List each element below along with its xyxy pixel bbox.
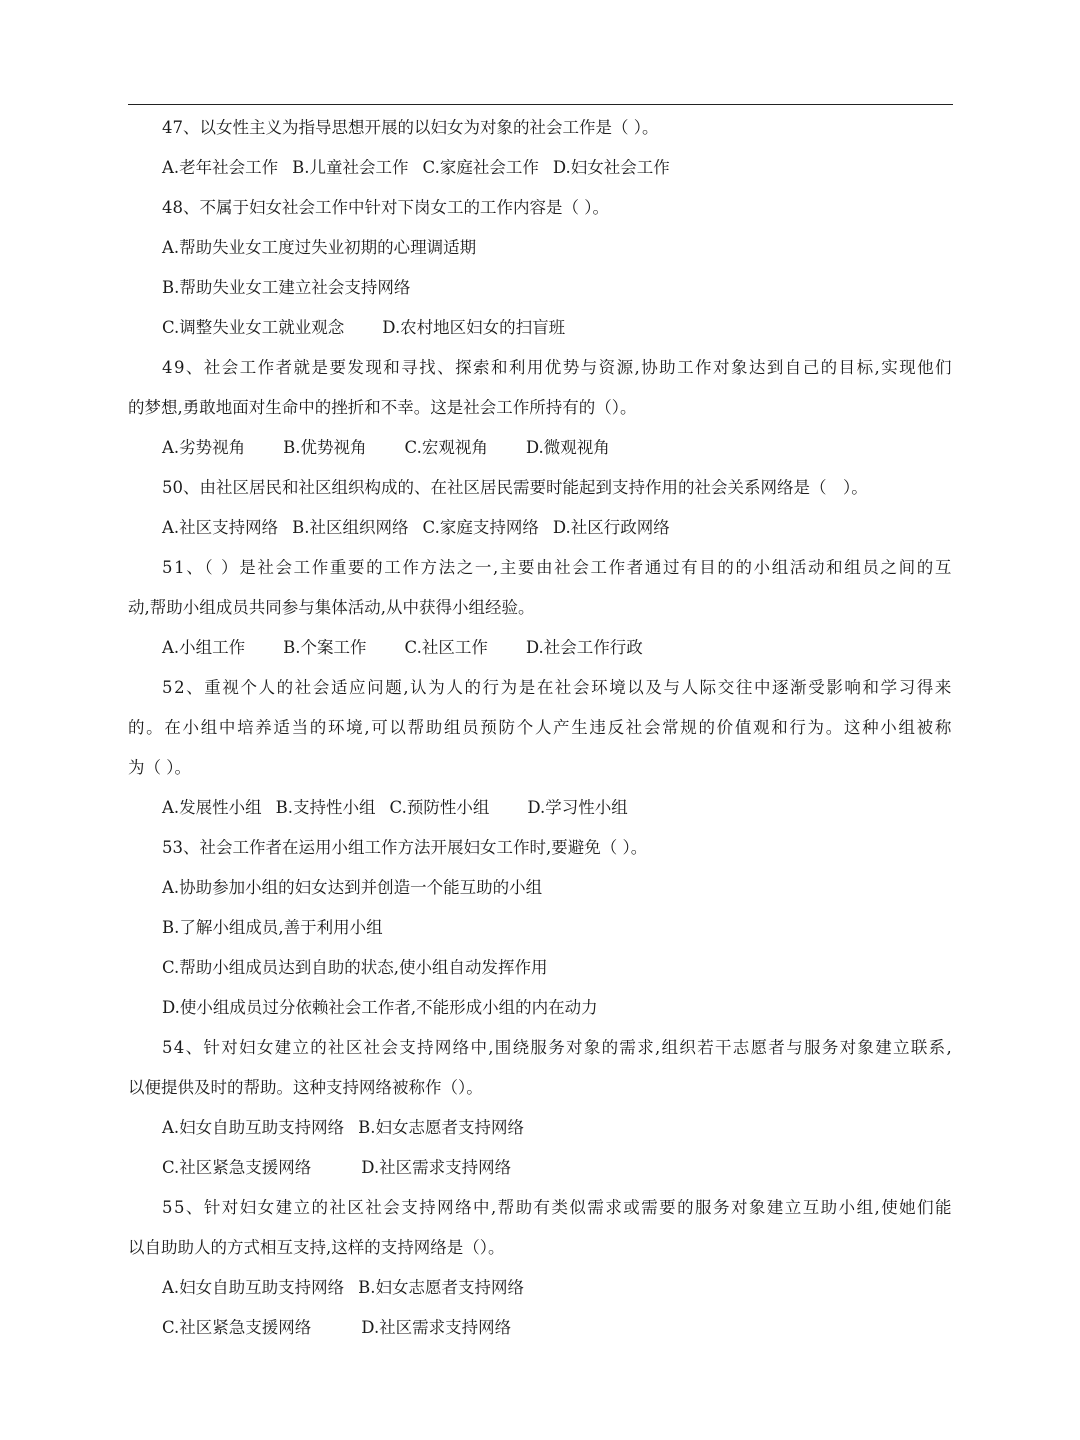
option-c: C.家庭社会工作 xyxy=(422,158,539,177)
option-row xyxy=(128,308,953,348)
option-c: C.预防性小组 xyxy=(389,798,490,817)
question-stem-continued: 为（ ）。 xyxy=(128,758,191,777)
option-c: C.调整失业女工就业观念 xyxy=(162,318,345,337)
option-d: D.妇女社会工作 xyxy=(552,158,670,177)
option-c: C.帮助小组成员达到自助的状态,使小组自动发挥作用 xyxy=(162,958,548,977)
option-row xyxy=(128,788,953,828)
option-b: B.妇女志愿者支持网络 xyxy=(358,1278,525,1297)
option-c: C.社区工作 xyxy=(404,638,488,657)
header-rule xyxy=(128,104,953,105)
question-stem: 54、针对妇女建立的社区社会支持网络中,围绕服务对象的需求,组织若干志愿者与服务对象建立联系, xyxy=(162,1038,953,1057)
option-d: D.使小组成员过分依赖社会工作者,不能形成小组的内在动力 xyxy=(162,998,598,1017)
option-b: B.了解小组成员,善于利用小组 xyxy=(162,918,383,937)
option-b: B.个案工作 xyxy=(283,638,367,657)
option-c: C.宏观视角 xyxy=(404,438,488,457)
option-row xyxy=(128,508,953,548)
question-stem-continued: 的。在小组中培养适当的环境,可以帮助组员预防个人产生违反社会常规的价值观和行为。这种小组被称 xyxy=(128,718,953,737)
option-d: D.社会工作行政 xyxy=(525,638,643,657)
option-a: A.老年社会工作 xyxy=(162,158,279,177)
option-b: B.妇女志愿者支持网络 xyxy=(358,1118,525,1137)
option-b: B.帮助失业女工建立社会支持网络 xyxy=(162,278,411,297)
question-stem: 49、社会工作者就是要发现和寻找、探索和利用优势与资源,协助工作对象达到自己的目标,实现他们 xyxy=(162,358,953,377)
question-stem: 53、社会工作者在运用小组工作方法开展妇女工作时,要避免（ ）。 xyxy=(162,838,648,857)
question-stem: 47、以女性主义为指导思想开展的以妇女为对象的社会工作是（ ）。 xyxy=(162,118,659,137)
option-c: C.家庭支持网络 xyxy=(422,518,539,537)
option-a: A.协助参加小组的妇女达到并创造一个能互助的小组 xyxy=(162,878,543,897)
option-d: D.学习性小组 xyxy=(527,798,628,817)
question-stem: 52、重视个人的社会适应问题,认为人的行为是在社会环境以及与人际交往中逐渐受影响和学习得来 xyxy=(162,678,953,697)
option-row xyxy=(128,1108,953,1148)
option-a: A.发展性小组 xyxy=(162,798,262,817)
question-stem: 48、不属于妇女社会工作中针对下岗女工的工作内容是（ ）。 xyxy=(162,198,609,217)
question-stem-continued: 动,帮助小组成员共同参与集体活动,从中获得小组经验。 xyxy=(128,598,535,617)
option-b: B.优势视角 xyxy=(283,438,367,457)
option-row xyxy=(128,1268,953,1308)
option-c: C.社区紧急支援网络 xyxy=(162,1158,312,1177)
option-a: A.帮助失业女工度过失业初期的心理调适期 xyxy=(162,238,477,257)
question-stem-continued: 的梦想,勇敢地面对生命中的挫折和不幸。这是社会工作所持有的（）。 xyxy=(128,398,637,417)
option-row xyxy=(128,148,953,188)
question-stem-continued: 以便提供及时的帮助。这种支持网络被称作（）。 xyxy=(128,1078,483,1097)
option-row xyxy=(128,628,953,668)
option-row xyxy=(128,428,953,468)
question-stem: 50、由社区居民和社区组织构成的、在社区居民需要时能起到支持作用的社会关系网络是（ ）。 xyxy=(162,478,868,497)
option-a: A.社区支持网络 xyxy=(162,518,279,537)
option-c: C.社区紧急支援网络 xyxy=(162,1318,312,1337)
option-a: A.妇女自助互助支持网络 xyxy=(162,1278,345,1297)
question-stem: 55、针对妇女建立的社区社会支持网络中,帮助有类似需求或需要的服务对象建立互助小组,使她们能 xyxy=(162,1198,953,1217)
option-d: D.社区行政网络 xyxy=(552,518,670,537)
question-list xyxy=(128,108,953,1348)
question-stem: 51、（ ）是社会工作重要的工作方法之一,主要由社会工作者通过有目的的小组活动和组员之间的互 xyxy=(162,558,953,577)
option-a: A.小组工作 xyxy=(162,638,246,657)
question-stem-continued: 以自助助人的方式相互支持,这样的支持网络是（）。 xyxy=(128,1238,505,1257)
option-d: D.微观视角 xyxy=(525,438,610,457)
option-a: A.劣势视角 xyxy=(162,438,246,457)
option-row xyxy=(128,1308,953,1348)
option-b: B.支持性小组 xyxy=(275,798,376,817)
option-d: D.社区需求支持网络 xyxy=(361,1158,512,1177)
option-b: B.社区组织网络 xyxy=(292,518,409,537)
option-b: B.儿童社会工作 xyxy=(292,158,409,177)
option-d: D.农村地区妇女的扫盲班 xyxy=(382,318,566,337)
option-row xyxy=(128,1148,953,1188)
option-d: D.社区需求支持网络 xyxy=(361,1318,512,1337)
option-a: A.妇女自助互助支持网络 xyxy=(162,1118,345,1137)
